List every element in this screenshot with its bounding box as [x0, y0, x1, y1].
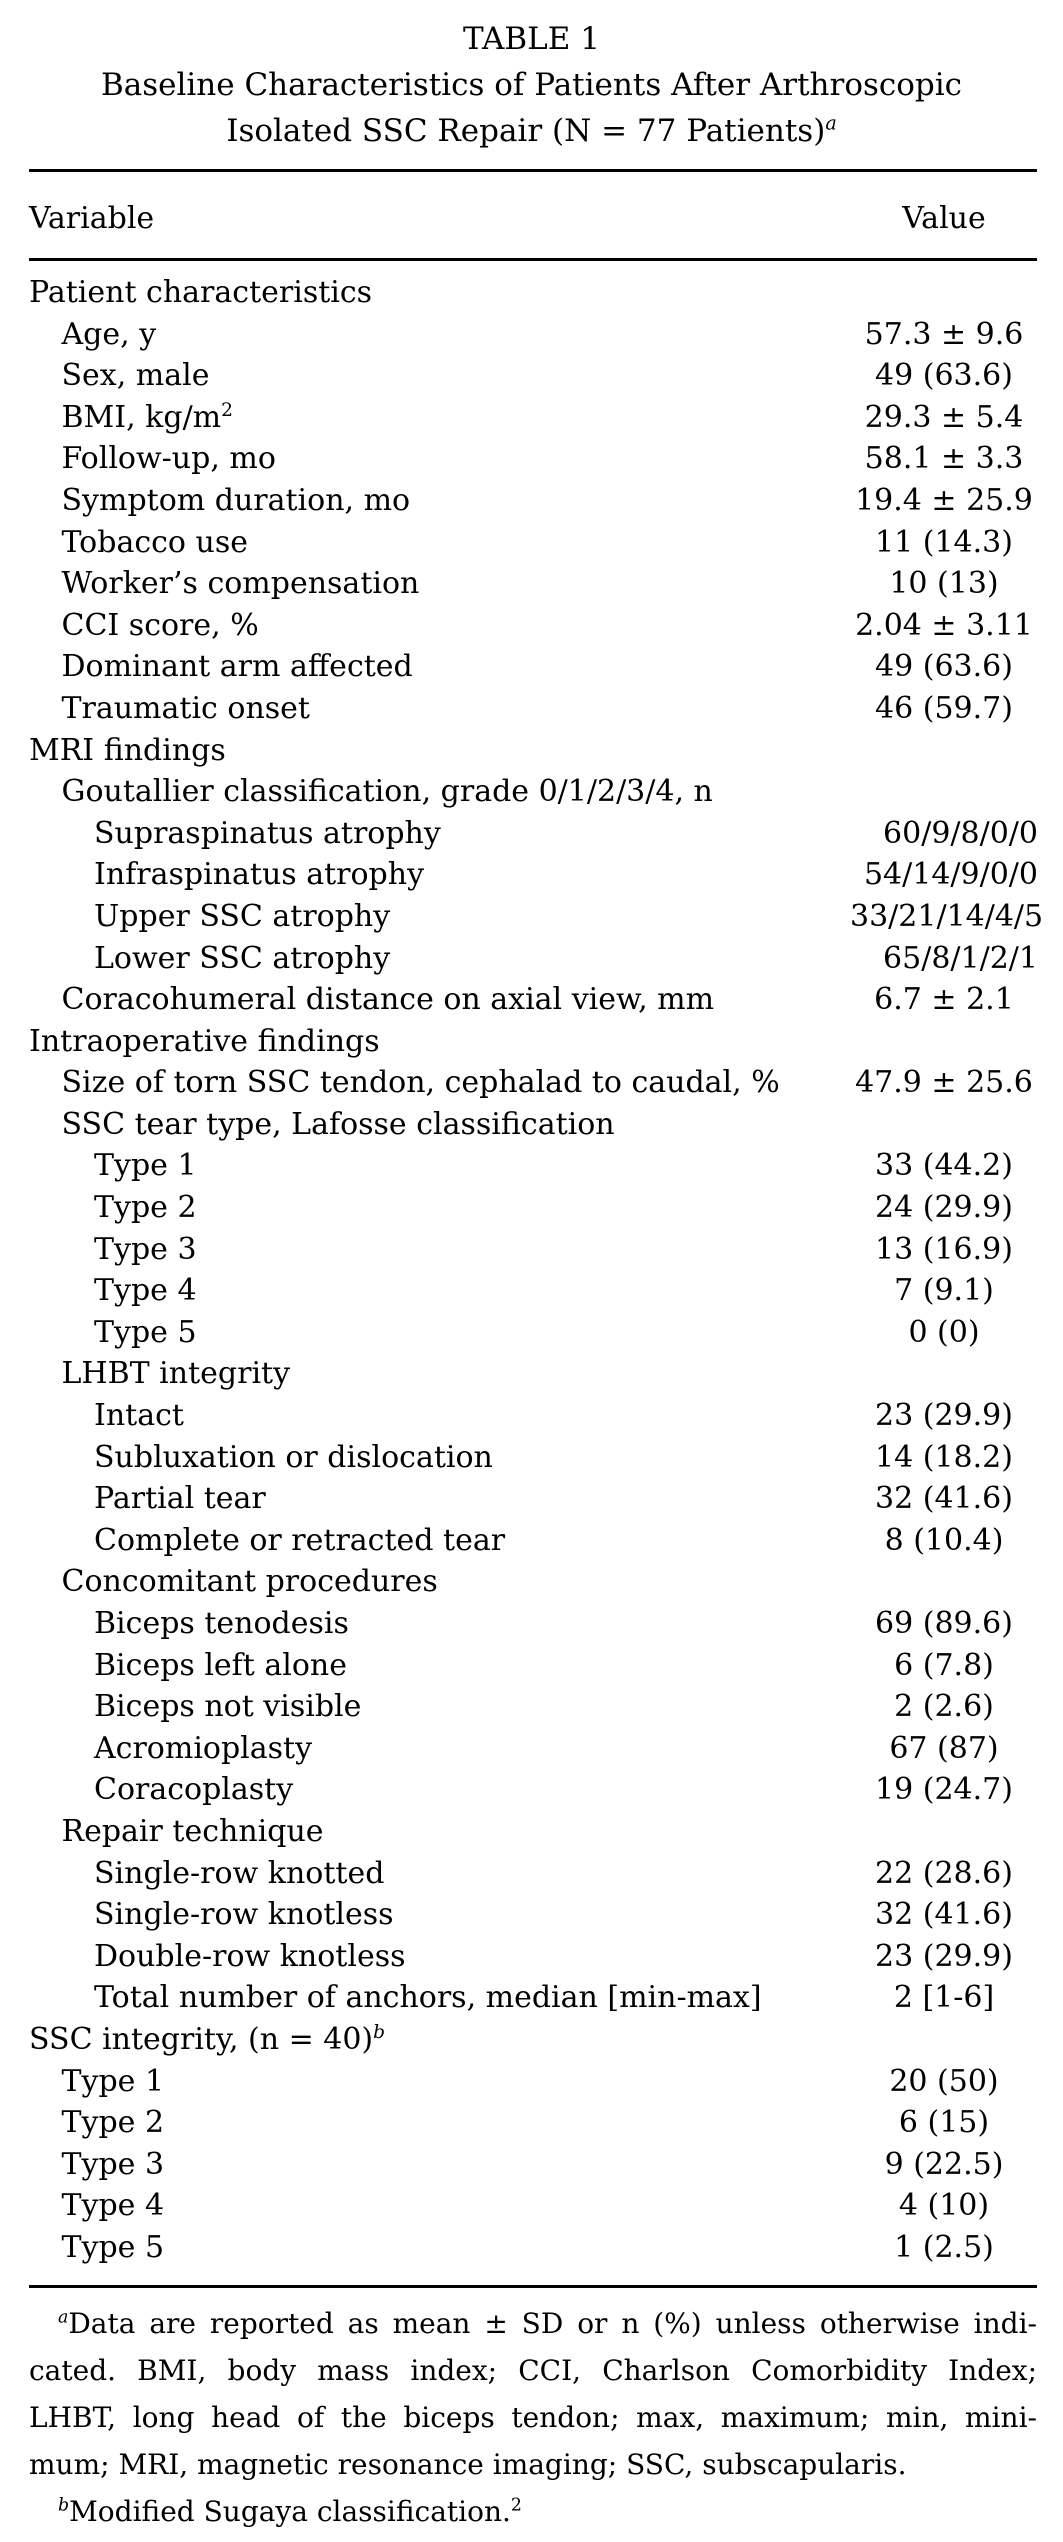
- row-label: Type 4: [94, 1273, 197, 1309]
- table-caption-line-2: Isolated SSC Repair (N = 77 Patients)$^a$: [226, 111, 837, 149]
- row-value: 67 (87): [889, 1730, 999, 1766]
- row-label: Repair technique: [61, 1813, 324, 1849]
- table-row: [0, 1811, 1063, 1853]
- row-value: 57.3 ± 9.6: [864, 316, 1024, 352]
- row-value: 54/14/9/0/0: [863, 857, 1038, 893]
- header-rule: [29, 258, 1037, 261]
- table-row: [0, 1437, 1063, 1479]
- row-label: Type 1: [61, 2063, 165, 2099]
- row-label: Patient characteristics: [29, 275, 373, 310]
- row-value: 7 (9.1): [894, 1273, 994, 1309]
- row-value: 6.7 ± 2.1: [874, 982, 1014, 1018]
- table-row: [0, 938, 1063, 980]
- row-label: Infraspinatus atrophy: [94, 857, 425, 893]
- table-row: [0, 2102, 1063, 2144]
- row-label: Type 5: [61, 2229, 165, 2265]
- row-label: Dominant arm affected: [61, 649, 413, 685]
- row-label: CCI score, %: [61, 607, 259, 643]
- table-row: [0, 2185, 1063, 2227]
- row-value: 2 [1-6]: [893, 1980, 995, 2016]
- table-row: [0, 1312, 1063, 1354]
- row-label: Biceps tenodesis: [94, 1606, 349, 1641]
- row-label: Supraspinatus atrophy: [94, 815, 441, 851]
- table-row: [0, 896, 1063, 938]
- row-value: 47.9 ± 25.6: [855, 1065, 1033, 1101]
- table-row: [0, 438, 1063, 480]
- table-row: [0, 1145, 1063, 1187]
- row-label: Age, y: [61, 316, 157, 352]
- row-value: 46 (59.7): [875, 690, 1013, 726]
- row-value: 2 (2.6): [894, 1689, 994, 1725]
- table-row: [0, 1603, 1063, 1645]
- table-row: [0, 979, 1063, 1021]
- row-label: Biceps left alone: [94, 1647, 347, 1683]
- row-value: 69 (89.6): [875, 1606, 1013, 1641]
- row-label: BMI, $kg/m^2$: [61, 399, 233, 435]
- footnote-line: cated. BMI, body mass index; CCI, Charlson Comorbidity Index;: [29, 2354, 1037, 2387]
- row-value: 49 (63.6): [875, 649, 1013, 685]
- footnote-marker-a: a: [825, 111, 837, 135]
- table-row: [0, 1270, 1063, 1312]
- column-header-row: [0, 198, 1063, 240]
- row-label: Type 2: [61, 2105, 165, 2141]
- row-label: Intact: [94, 1398, 184, 1434]
- table-row: [0, 563, 1063, 605]
- row-value: 6 (7.8): [894, 1647, 994, 1683]
- label-superscript: b: [373, 2021, 386, 2043]
- row-label: Goutallier classification, grade 0/1/2/3/4, n: [61, 774, 713, 810]
- table-row: [0, 397, 1063, 439]
- row-label: Symptom duration, mo: [61, 482, 411, 518]
- table-body: [0, 272, 1063, 2269]
- row-label: Biceps not visible: [94, 1689, 362, 1725]
- table-row: [0, 2061, 1063, 2103]
- footnote-line: LHBT, long head of the biceps tendon; max, maximum; min, mini-: [29, 2401, 1037, 2434]
- row-value: 29.3 ± 5.4: [864, 399, 1024, 435]
- table-row: [0, 1686, 1063, 1728]
- table-row: [0, 522, 1063, 564]
- row-label: Concomitant procedures: [61, 1564, 438, 1600]
- row-value: 32 (41.6): [875, 1481, 1013, 1517]
- row-label: Partial tear: [94, 1481, 266, 1517]
- table-row: [0, 1187, 1063, 1229]
- row-label: Subluxation or dislocation: [94, 1439, 493, 1475]
- table-row: [0, 1977, 1063, 2019]
- row-value: 6 (15): [898, 2105, 990, 2141]
- row-value: 24 (29.9): [875, 1190, 1013, 1226]
- table-row: [0, 1395, 1063, 1437]
- table-row: [0, 1229, 1063, 1271]
- row-label: Double-row knotless: [94, 1938, 406, 1974]
- row-value: 2.04 ± 3.11: [855, 607, 1033, 643]
- table-row: [0, 1021, 1063, 1063]
- table-row: [0, 1769, 1063, 1811]
- row-label: LHBT integrity: [61, 1356, 291, 1392]
- footnote-marker-b: b: [58, 2495, 70, 2516]
- row-label: Complete or retracted tear: [94, 1522, 506, 1558]
- row-value: 8 (10.4): [884, 1522, 1004, 1558]
- row-value: 49 (63.6): [875, 358, 1013, 394]
- row-label: Acromioplasty: [94, 1730, 313, 1766]
- table-row: [0, 1104, 1063, 1146]
- row-value: 14 (18.2): [875, 1439, 1013, 1475]
- table-row: [0, 2227, 1063, 2269]
- table-row: [0, 771, 1063, 813]
- table-row: [0, 813, 1063, 855]
- table-row: [0, 480, 1063, 522]
- row-value: 10 (13): [889, 566, 999, 602]
- row-label: Sex, male: [61, 358, 210, 394]
- table-row: [0, 1936, 1063, 1978]
- row-label: Type 5: [94, 1314, 197, 1350]
- row-label: Tobacco use: [61, 524, 249, 560]
- row-label: Total number of anchors, median [min-max]: [94, 1980, 762, 2016]
- table-row: [0, 1520, 1063, 1562]
- row-value: 65/8/1/2/1: [883, 940, 1038, 976]
- row-value: 20 (50): [889, 2063, 999, 2099]
- row-value: 23 (29.9): [875, 1398, 1013, 1434]
- row-label: SSC tear type, Lafosse classification: [61, 1106, 615, 1142]
- table-row: [0, 605, 1063, 647]
- table-row: [0, 854, 1063, 896]
- table-row: [0, 314, 1063, 356]
- row-value: 33/21/14/4/5: [850, 898, 1044, 934]
- row-value: 0 (0): [908, 1314, 980, 1350]
- row-label: Follow-up, mo: [61, 441, 276, 477]
- row-value: 9 (22.5): [884, 2146, 1004, 2182]
- table-caption-line-1: Baseline Characteristics of Patients After Arthroscopic: [100, 67, 963, 103]
- row-value: 13 (16.9): [875, 1231, 1013, 1267]
- row-label: SSC integrity, (n = 40)$^b$: [29, 2021, 386, 2057]
- table-row: [0, 1853, 1063, 1895]
- row-label: MRI findings: [29, 732, 226, 768]
- table-row: [0, 272, 1063, 314]
- row-label: Traumatic onset: [61, 690, 310, 726]
- table-row: [0, 1728, 1063, 1770]
- footnote-line: $^a$Data are reported as mean ± SD or n (%) unless otherwise indi-: [58, 2307, 1037, 2340]
- row-value: 11 (14.3): [875, 524, 1013, 560]
- table-row: [0, 1561, 1063, 1603]
- table-row: [0, 1478, 1063, 1520]
- row-value: 19 (24.7): [875, 1772, 1013, 1808]
- row-value: 58.1 ± 3.3: [864, 441, 1024, 477]
- row-label: Type 2: [94, 1190, 197, 1226]
- row-label: Size of torn SSC tendon, cephalad to caudal, %: [61, 1065, 780, 1101]
- table-row: [0, 1645, 1063, 1687]
- footnote-line: mum; MRI, magnetic resonance imaging; SSC, subscapularis.: [29, 2448, 907, 2481]
- table-row: [0, 2144, 1063, 2186]
- row-label: Worker’s compensation: [61, 566, 420, 602]
- table-row: [0, 1894, 1063, 1936]
- row-value: 60/9/8/0/0: [883, 815, 1038, 851]
- table-row: [0, 688, 1063, 730]
- row-label: Coracoplasty: [94, 1772, 294, 1808]
- row-value: 1 (2.5): [894, 2229, 994, 2265]
- row-label: Lower SSC atrophy: [94, 940, 391, 976]
- row-value: 22 (28.6): [875, 1855, 1013, 1891]
- row-value: 4 (10): [898, 2188, 990, 2224]
- row-value: 32 (41.6): [875, 1897, 1013, 1933]
- reference-superscript: 2: [510, 2495, 522, 2516]
- row-value: 23 (29.9): [875, 1938, 1013, 1974]
- table-title: [0, 16, 1063, 154]
- column-header-variable: Variable: [29, 201, 155, 236]
- table-row: [0, 355, 1063, 397]
- column-header-value: Value: [902, 201, 986, 236]
- row-label: Type 1: [94, 1148, 197, 1184]
- bottom-rule: [29, 2285, 1037, 2288]
- footnote-marker-a: a: [58, 2307, 69, 2328]
- table-number: TABLE 1: [463, 21, 600, 57]
- row-label: Type 3: [61, 2146, 165, 2182]
- footnote-line: $^b$Modified Sugaya classification.$^2$: [58, 2495, 522, 2528]
- row-label: Type 4: [61, 2188, 165, 2224]
- row-label: Single-row knotless: [94, 1897, 394, 1933]
- top-rule: [29, 169, 1037, 172]
- row-value: 33 (44.2): [875, 1148, 1013, 1184]
- row-label: Coracohumeral distance on axial view, mm: [61, 982, 715, 1018]
- table-row: [0, 1353, 1063, 1395]
- table-row: [0, 1062, 1063, 1104]
- row-label: Single-row knotted: [94, 1855, 385, 1891]
- label-superscript: 2: [221, 399, 233, 421]
- row-label: Type 3: [94, 1231, 197, 1267]
- table-row: [0, 646, 1063, 688]
- row-label: Intraoperative findings: [29, 1023, 380, 1059]
- row-label: Upper SSC atrophy: [94, 898, 391, 934]
- table-row: [0, 2019, 1063, 2061]
- table-footnotes: [29, 2300, 1037, 2535]
- row-value: 19.4 ± 25.9: [855, 482, 1033, 518]
- table-row: [0, 730, 1063, 772]
